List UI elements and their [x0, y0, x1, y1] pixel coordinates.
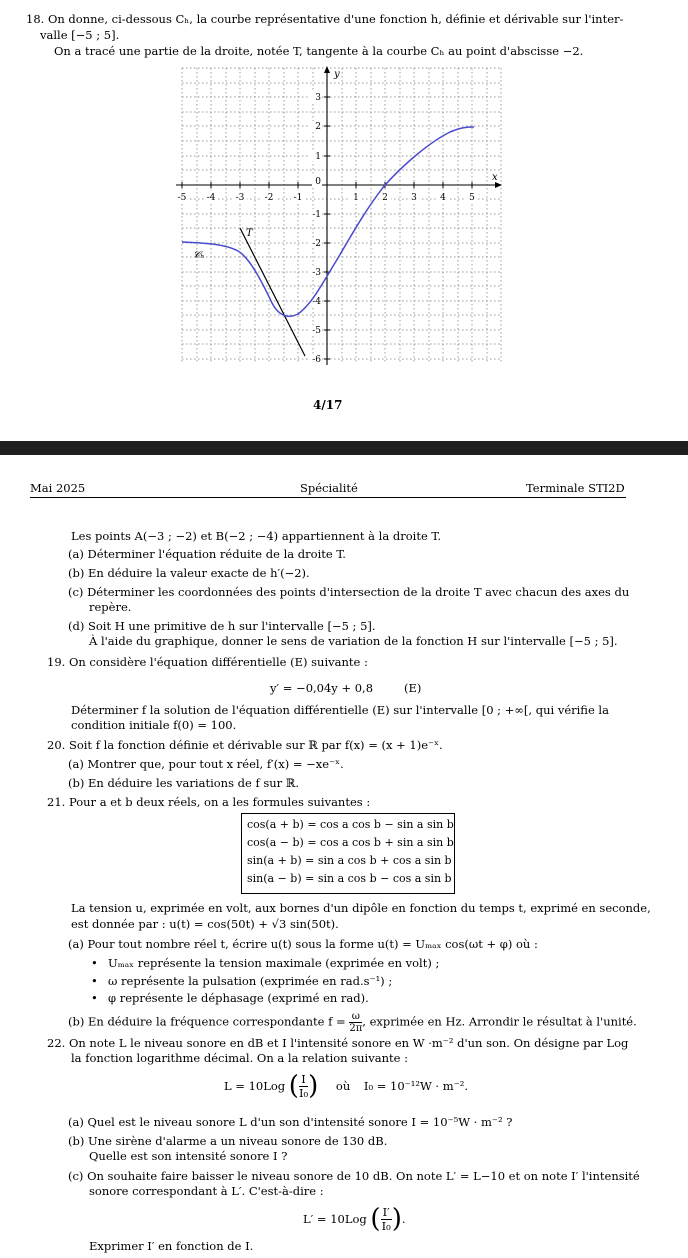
header-right: Terminale STI2D [526, 481, 625, 495]
y-tick-2: 2 [315, 122, 321, 132]
q20-intro: 20. Soit f la fonction définie et dérivable sur ℝ par f(x) = (x + 1)e⁻ˣ. [47, 738, 443, 752]
x-tick-2: 2 [382, 193, 388, 203]
q18-d2: À l'aide du graphique, donner le sens de variation de la fonction H sur l'intervalle [−5 ; 5]. [89, 634, 618, 648]
header-center: Spécialité [300, 481, 358, 495]
q21-b-pre: (b) En déduire la fréquence correspondante f = [68, 1014, 350, 1029]
q18-line1: 18. On donne, ci-dessous Cₕ, la courbe représentative d'une fonction h, définie et dérivable sur l'inter- [26, 12, 624, 26]
q21-tension1: La tension u, exprimée en volt, aux bornes d'un dipôle en fonction du temps t, exprimé en seconde, [71, 901, 651, 915]
q18-line2: valle [−5 ; 5]. [40, 28, 120, 42]
x-tick-m1: -1 [293, 193, 303, 203]
q22-intro1: 22. On note L le niveau sonore en dB et I l'intensité sonore en W ·m⁻² d'un son. On désigne par Log [47, 1036, 629, 1050]
q22-frac-den: I₀ [298, 1085, 309, 1100]
x-tick-5: 5 [469, 193, 475, 203]
q22-formula-mid: où [335, 1079, 351, 1093]
header-rule [30, 497, 626, 498]
q18-d1: (d) Soit H une primitive de h sur l'intervalle [−5 ; 5]. [68, 619, 376, 633]
x-tick-m5: -5 [177, 193, 187, 203]
q22-formula2-end: . [401, 1212, 406, 1226]
q22-formula2 [303, 1204, 406, 1234]
function-graph [0, 0, 688, 390]
q21-bullet-3: φ représente le déphasage (exprimé en rad). [108, 991, 369, 1005]
q22-frac2-den: I₀ [381, 1218, 391, 1233]
q22-frac2-num: I′ [382, 1204, 390, 1219]
y-tick-3: 3 [315, 93, 321, 103]
q21-bullet-2: ω représente la pulsation (exprimée en rad.s⁻¹) ; [108, 974, 393, 988]
q20-a: (a) Montrer que, pour tout x réel, f′(x) = −xe⁻ˣ. [68, 757, 344, 771]
q19-text2: condition initiale f(0) = 100. [71, 718, 237, 732]
tangent-line-T [240, 228, 305, 356]
y-tick-m2: -2 [312, 239, 321, 249]
q21-b-den: 2π [349, 1023, 363, 1034]
paren2-close: ) [391, 1204, 402, 1234]
page-number: 4/17 [313, 398, 343, 412]
formula-1: cos(a + b) = cos a cos b − sin a sin b [247, 818, 454, 831]
paren-open: ( [288, 1071, 299, 1101]
y-tick-1: 1 [315, 152, 321, 162]
y-tick-m4: -4 [312, 297, 321, 307]
q19-equation: y′ = −0,04y + 0,8 [270, 681, 374, 695]
q18-c2: repère. [89, 600, 132, 614]
q19-text1: Déterminer f la solution de l'équation différentielle (E) sur l'intervalle [0 ; +∞[, qui vérifie la [71, 703, 609, 717]
formula-4: sin(a − b) = sin a cos b − cos a sin b [247, 872, 452, 885]
trig-formulas-box [241, 813, 455, 894]
y-tick-m3: -3 [312, 268, 321, 278]
q21-tension2: est donnée par : u(t) = cos(50t) + √3 sin(50t). [71, 917, 339, 931]
q21-b-post: , exprimée en Hz. Arrondir le résultat à l'unité. [362, 1014, 637, 1029]
tangent-label: T [246, 228, 253, 239]
q22-formula2-lhs: L′ = 10Log [303, 1212, 367, 1226]
x-tick-1: 1 [353, 193, 359, 203]
paren2-open: ( [370, 1204, 381, 1234]
q18-a: (a) Déterminer l'équation réduite de la droite T. [68, 547, 346, 561]
q22-b1: (b) Une sirène d'alarme a un niveau sonore de 130 dB. [68, 1134, 388, 1148]
q19-intro: 19. On considère l'équation différentielle (E) suivante : [47, 655, 368, 669]
header-left: Mai 2025 [30, 481, 86, 495]
q18-b: (b) En déduire la valeur exacte de h′(−2). [68, 566, 310, 580]
x-tick-3: 3 [411, 193, 417, 203]
q18-c1: (c) Déterminer les coordonnées des points d'intersection de la droite T avec chacun des axes du [68, 585, 630, 599]
y-tick-0: 0 [315, 177, 321, 187]
q21-b-num: ω [349, 1011, 362, 1023]
curve-ch [182, 127, 474, 316]
x-tick-m3: -3 [235, 193, 245, 203]
y-tick-m5: -5 [312, 326, 321, 336]
y-axis-label: y [334, 69, 340, 80]
formula-3: sin(a + b) = sin a cos b + cos a sin b [247, 854, 452, 867]
q22-formula-rhs: I₀ = 10⁻¹²W · m⁻². [363, 1079, 468, 1093]
q22-last: Exprimer I′ en fonction de I. [89, 1239, 254, 1253]
q22-c1: (c) On souhaite faire baisser le niveau sonore de 10 dB. On note L′ = L−10 et on note I′ l'intensité [68, 1169, 640, 1183]
q22-c2: sonore correspondant à L′. C'est-à-dire : [89, 1184, 324, 1198]
y-tick-m1: -1 [312, 210, 321, 220]
q22-fraction2 [381, 1206, 392, 1233]
q18-line3: On a tracé une partie de la droite, notée T, tangente à la courbe Cₕ au point d'abscisse −2. [54, 44, 584, 58]
bullet-dot-2: • [91, 974, 98, 988]
q22-b2: Quelle est son intensité sonore I ? [89, 1149, 288, 1163]
q22-intro2: la fonction logarithme décimal. On a la relation suivante : [71, 1051, 408, 1065]
formula-2: cos(a − b) = cos a cos b + sin a sin b [247, 836, 454, 849]
q22-formula [224, 1071, 468, 1101]
q20-b: (b) En déduire les variations de f sur ℝ. [68, 776, 300, 790]
curve-label: 𝒞ₕ [193, 250, 205, 261]
page-gap [0, 455, 688, 473]
q19-eq-tag: (E) [404, 681, 422, 695]
x-tick-m4: -4 [206, 193, 216, 203]
y-tick-m6: -6 [312, 355, 321, 365]
paren-close: ) [308, 1071, 319, 1101]
q21-intro: 21. Pour a et b deux réels, on a les formules suivantes : [47, 795, 371, 809]
q21-b [68, 1011, 637, 1034]
bullet-dot-3: • [91, 991, 98, 1005]
q22-frac-num: I [299, 1073, 308, 1087]
q21-b-fraction [349, 1011, 362, 1034]
q22-a: (a) Quel est le niveau sonore L d'un son d'intensité sonore I = 10⁻⁵W · m⁻² ? [68, 1115, 513, 1129]
x-axis-label: x [492, 172, 498, 183]
q22-formula-lhs: L = 10Log [224, 1079, 286, 1093]
q18-points: Les points A(−3 ; −2) et B(−2 ; −4) appartiennent à la droite T. [71, 529, 442, 543]
q21-bullet-1: Uₘₐₓ représente la tension maximale (exprimée en volt) ; [108, 956, 440, 970]
bullet-dot-1: • [91, 956, 98, 970]
q22-fraction [299, 1073, 308, 1100]
q21-a: (a) Pour tout nombre réel t, écrire u(t) sous la forme u(t) = Uₘₐₓ cos(ωt + φ) où : [68, 937, 538, 951]
x-tick-m2: -2 [264, 193, 274, 203]
x-tick-4: 4 [440, 193, 446, 203]
page-separator [0, 441, 688, 455]
